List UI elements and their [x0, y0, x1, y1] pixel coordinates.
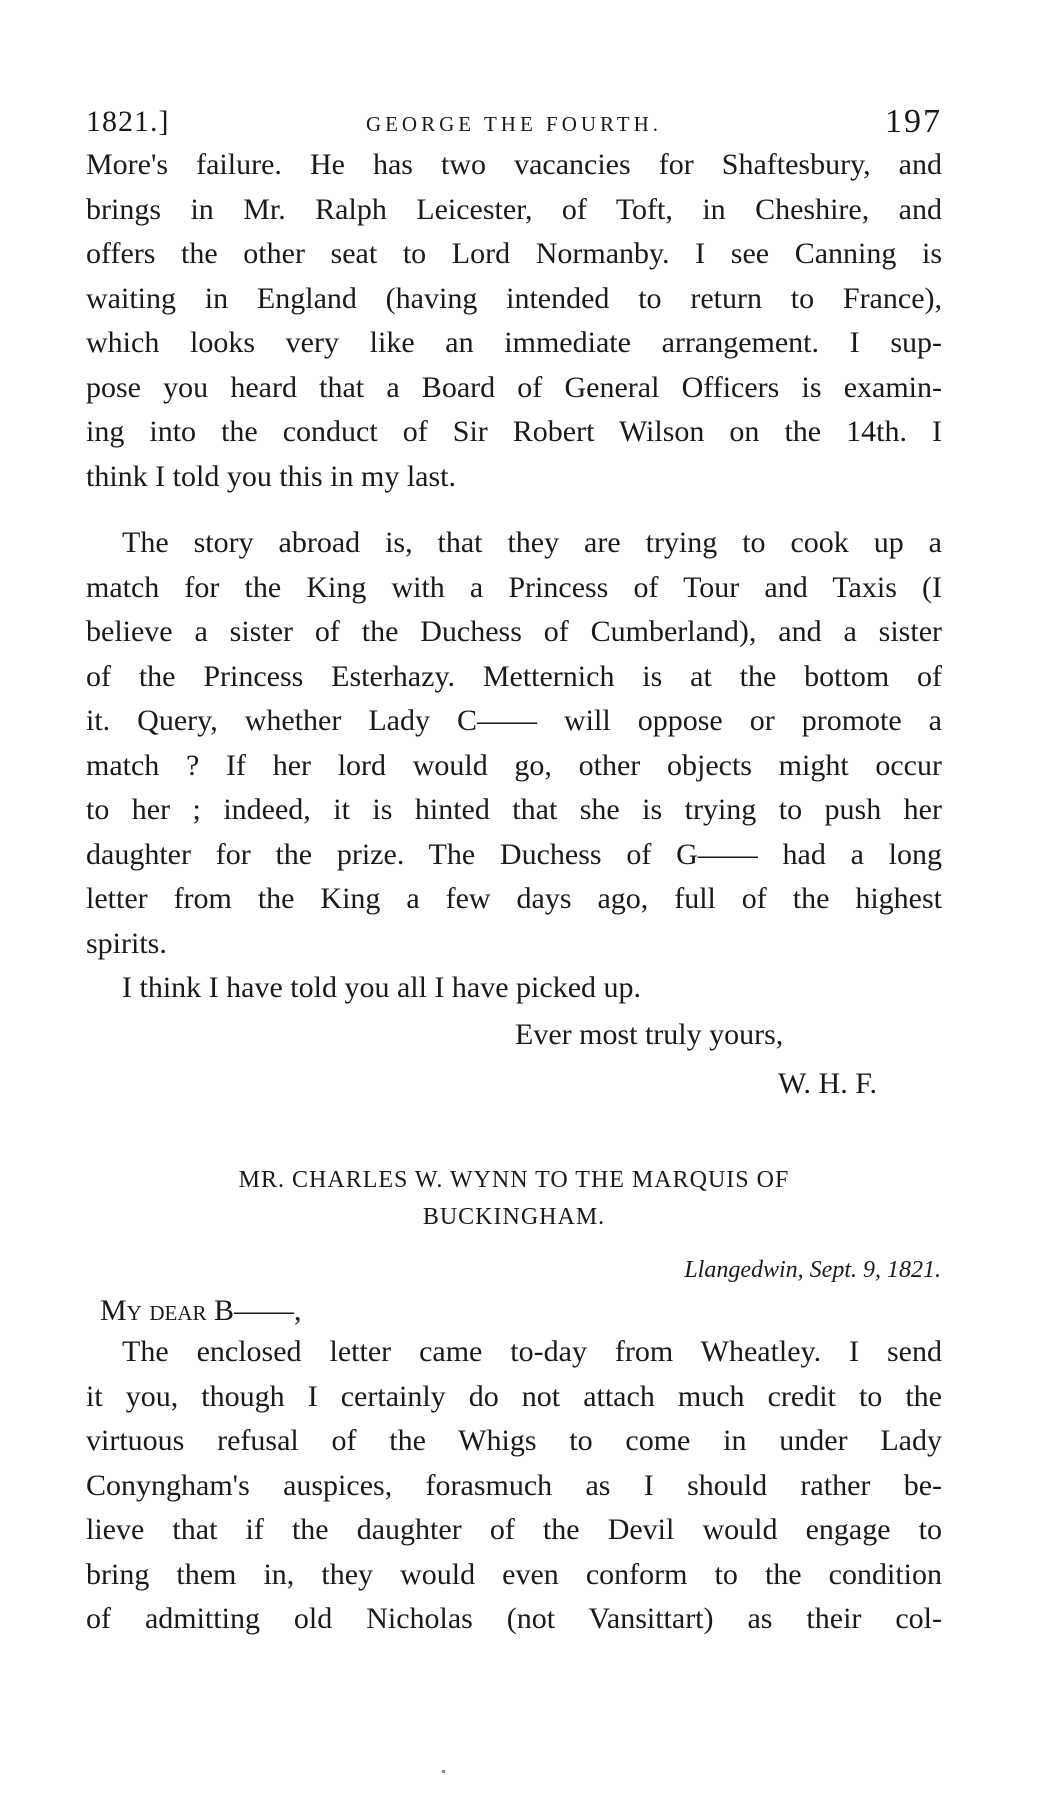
text-line: spirits.: [86, 926, 167, 960]
running-head: [86, 102, 942, 142]
letter-heading-line: BUCKINGHAM.: [422, 1204, 606, 1230]
text-line: The story abroad is, that they are trying to cook up a: [122, 526, 942, 559]
text-line: it. Query, whether Lady C—— will oppose or promote a: [86, 704, 942, 737]
text-line: lieve that if the daughter of the Devil would engage to: [86, 1513, 942, 1546]
text-line: bring them in, they would even conform to the condition: [86, 1557, 942, 1591]
valediction: Ever most truly yours,: [515, 1018, 784, 1051]
print-speck: [442, 1770, 445, 1773]
text-line: think I told you this in my last.: [86, 459, 457, 493]
text-line: The enclosed letter came to-day from Wheatley. I send: [122, 1335, 942, 1368]
text-line: virtuous refusal of the Whigs to come in under Lady: [86, 1424, 942, 1457]
text-line: of the Princess Esterhazy. Metternich is at the bottom of: [86, 659, 942, 693]
text-line: letter from the King a few days ago, full of the highest: [86, 882, 942, 915]
text-line: to her ; indeed, it is hinted that she is trying to push her: [86, 793, 942, 826]
text-line: believe a sister of the Duchess of Cumberland), and a sister: [86, 615, 942, 648]
paragraph-2: [86, 521, 942, 966]
letter-heading: [86, 1162, 942, 1236]
running-head-year: 1821.]: [86, 105, 170, 138]
signature: W. H. F.: [778, 1067, 878, 1100]
text-line: ing into the conduct of Sir Robert Wilson on the 14th. I: [86, 415, 942, 448]
text-line: More's failure. He has two vacancies for Shaftesbury, and: [86, 148, 942, 181]
salutation: My dear B——,: [100, 1294, 302, 1327]
text-line: of admitting old Nicholas (not Vansittart) as their col-: [86, 1602, 942, 1635]
text-line: pose you heard that a Board of General Officers is examin-: [86, 370, 942, 404]
text-line: match ? If her lord would go, other objects might occur: [86, 748, 942, 782]
paragraph-3: [86, 966, 942, 1011]
text-line: match for the King with a Princess of Tour and Taxis (I: [86, 570, 942, 604]
paragraph-4: [86, 1330, 942, 1642]
text-line: waiting in England (having intended to return to France),: [86, 281, 942, 315]
text-line: which looks very like an immediate arrangement. I sup-: [86, 326, 942, 359]
text-line: Conyngham's auspices, forasmuch as I should rather be-: [86, 1468, 942, 1502]
text-line: it you, though I certainly do not attach much credit to the: [86, 1379, 942, 1413]
running-head-title: GEORGE THE FOURTH.: [365, 112, 663, 136]
page-number: 197: [885, 103, 942, 140]
text-line: offers the other seat to Lord Normanby. I see Canning is: [86, 237, 942, 270]
paragraph-1: [86, 143, 942, 499]
text-line: brings in Mr. Ralph Leicester, of Toft, in Cheshire, and: [86, 192, 942, 226]
text-line: daughter for the prize. The Duchess of G—— had a long: [86, 837, 942, 871]
letter-heading-line: MR. CHARLES W. WYNN TO THE MARQUIS OF: [238, 1167, 790, 1193]
text-line: I think I have told you all I have picked up.: [122, 971, 642, 1004]
dateline: Llangedwin, Sept. 9, 1821.: [684, 1257, 941, 1283]
